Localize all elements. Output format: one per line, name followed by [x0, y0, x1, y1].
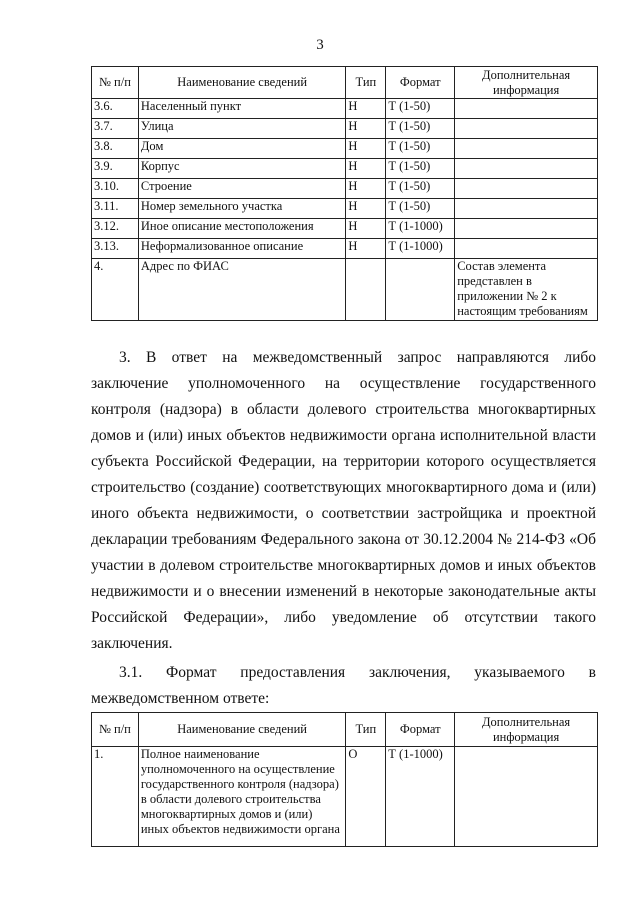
- header-extra: Дополнительная информация: [455, 67, 598, 99]
- cell-extra: [455, 239, 598, 259]
- cell-extra: [455, 139, 598, 159]
- cell-name: Неформализованное описание: [138, 239, 346, 259]
- cell-num: 3.6.: [92, 99, 139, 119]
- table-row: [92, 747, 598, 847]
- requirements-table-address: [91, 66, 598, 321]
- cell-format: Т (1-50): [386, 119, 455, 139]
- cell-num: 4.: [92, 259, 139, 321]
- cell-num: 3.9.: [92, 159, 139, 179]
- cell-type: Н: [346, 239, 386, 259]
- cell-format: Т (1-50): [386, 99, 455, 119]
- table-header-row: [92, 713, 598, 747]
- table-row: [92, 139, 598, 159]
- cell-format: Т (1-1000): [386, 219, 455, 239]
- table-row: [92, 259, 598, 321]
- cell-type: Н: [346, 99, 386, 119]
- paragraph-3-1-text: 3.1. Формат предоставления заключения, указываемого в межведомственном ответе:: [91, 664, 596, 707]
- cell-name: Адрес по ФИАС: [138, 259, 346, 321]
- cell-type: [346, 259, 386, 321]
- cell-num: 3.10.: [92, 179, 139, 199]
- header-format: Формат: [386, 67, 455, 99]
- cell-name: Населенный пункт: [138, 99, 346, 119]
- table-body: [92, 99, 598, 321]
- header-name: Наименование сведений: [138, 713, 346, 747]
- cell-num: 3.8.: [92, 139, 139, 159]
- page-number: 3: [316, 37, 324, 53]
- header-type: Тип: [346, 713, 386, 747]
- header-format: Формат: [386, 713, 455, 747]
- table-row: [92, 99, 598, 119]
- table-row: [92, 119, 598, 139]
- cell-extra: [455, 119, 598, 139]
- cell-num: 3.13.: [92, 239, 139, 259]
- cell-extra: [455, 747, 598, 847]
- cell-format: Т (1-50): [386, 139, 455, 159]
- table-header-row: [92, 67, 598, 99]
- cell-type: Н: [346, 199, 386, 219]
- cell-type: О: [346, 747, 386, 847]
- cell-name: Иное описание местоположения: [138, 219, 346, 239]
- cell-format: Т (1-50): [386, 179, 455, 199]
- cell-type: Н: [346, 119, 386, 139]
- cell-format: Т (1-50): [386, 159, 455, 179]
- paragraph-3-text: 3. В ответ на межведомственный запрос направляются либо заключение уполномоченного на осуществление государственного контроля (надзора) в области долевого строительства многоквартирных домов и (или) иных объектов недвижимости органа исполнительной власти субъекта Российской Федерации, на территории которого осуществляется строительство (создание) соответствующих многоквартирного дома и (или) иного объекта недвижимости, о соответствии застройщика и проектной декларации требованиям Федерального закона от 30.12.2004 № 214-ФЗ «Об участии в долевом строительстве многоквартирных домов и иных объектов недвижимости и о внесении изменений в некоторые законодательные акты Российской Федерации», либо уведомление об отсутствии такого заключения.: [91, 349, 596, 652]
- header-name: Наименование сведений: [138, 67, 346, 99]
- cell-type: Н: [346, 219, 386, 239]
- cell-format: [386, 259, 455, 321]
- cell-num: 1.: [92, 747, 139, 847]
- cell-name: Номер земельного участка: [138, 199, 346, 219]
- cell-name: Дом: [138, 139, 346, 159]
- table-row: [92, 159, 598, 179]
- cell-extra: Состав элемента представлен в приложении № 2 к настоящим требованиям: [455, 259, 598, 321]
- cell-type: Н: [346, 159, 386, 179]
- header-type: Тип: [346, 67, 386, 99]
- cell-extra: [455, 159, 598, 179]
- cell-name: Строение: [138, 179, 346, 199]
- cell-num: 3.11.: [92, 199, 139, 219]
- cell-format: Т (1-50): [386, 199, 455, 219]
- cell-num: 3.7.: [92, 119, 139, 139]
- cell-extra: [455, 99, 598, 119]
- cell-format: Т (1-1000): [386, 239, 455, 259]
- cell-name: Улица: [138, 119, 346, 139]
- cell-type: Н: [346, 179, 386, 199]
- cell-extra: [455, 219, 598, 239]
- cell-extra: [455, 199, 598, 219]
- table-row: [92, 179, 598, 199]
- table-body: [92, 747, 598, 847]
- cell-num: 3.12.: [92, 219, 139, 239]
- table-row: [92, 239, 598, 259]
- cell-extra: [455, 179, 598, 199]
- table-row: [92, 199, 598, 219]
- header-extra: Дополнительная информация: [455, 713, 598, 747]
- paragraph-3-1: [91, 660, 596, 712]
- paragraph-3: [91, 345, 596, 657]
- cell-format: Т (1-1000): [386, 747, 455, 847]
- cell-type: Н: [346, 139, 386, 159]
- header-num: № п/п: [92, 67, 139, 99]
- header-num: № п/п: [92, 713, 139, 747]
- table-row: [92, 219, 598, 239]
- cell-name: Корпус: [138, 159, 346, 179]
- requirements-table-conclusion: [91, 712, 598, 847]
- cell-name: Полное наименование уполномоченного на осуществление государственного контроля (надзора) в области долевого строительства многоквартирных домов и (или) иных объектов недвижимости органа: [138, 747, 346, 847]
